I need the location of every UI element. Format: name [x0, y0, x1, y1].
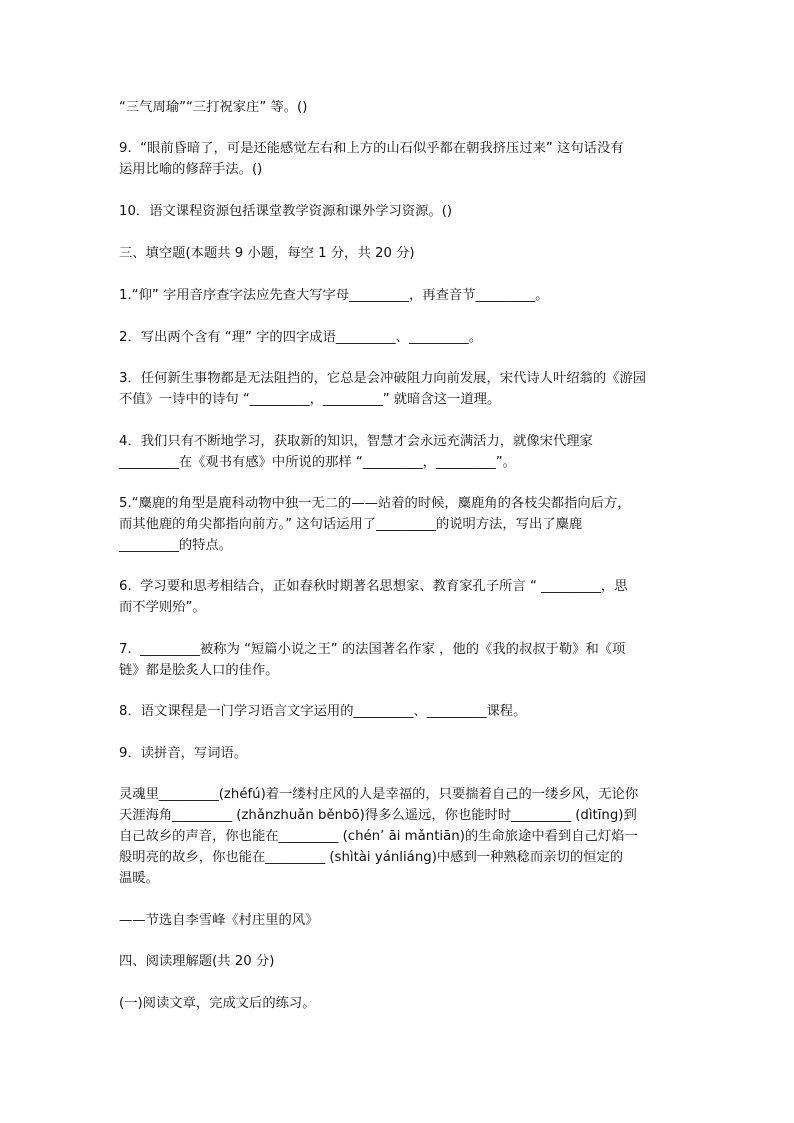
- fill-question-5-line-3: _________的特点。: [119, 538, 233, 553]
- fill-question-3-line-2: 不值》一诗中的诗句 “_________，_________” 就暗含这一道理。: [119, 392, 501, 407]
- fill-question-8: 8．语文课程是一门学习语言文字运用的_________、_________课程。: [119, 704, 527, 719]
- fill-question-2: 2．写出两个含有 “理” 字的四字成语_________、_________。: [119, 330, 483, 345]
- passage-line-5: 温暖。: [119, 871, 159, 886]
- passage-line-1: 灵魂里_________(zhéfú)着一缕村庄风的人是幸福的，只要揣着自己的一缕乡风，无论你: [119, 787, 639, 802]
- passage-line-2: 天涯海角_________ (zhǎnzhuǎn běnbō)得多么遥远，你也能时时_________ (dìtīng)到: [119, 808, 637, 823]
- fill-question-6-line-2: 而不学则殆”。: [119, 600, 206, 615]
- fill-question-7-line-2: 链》都是脍炙人口的佳作。: [119, 663, 279, 678]
- fill-question-4-line-1: 4．我们只有不断地学习，获取新的知识，智慧才会永远充满活力，就像宋代理家: [119, 434, 593, 449]
- fill-question-5-line-1: 5.“麋鹿的角型是鹿科动物中独一无二的——站着的时候，麋鹿角的各枝尖都指向后方，: [119, 496, 631, 511]
- section-4-heading: 四、阅读理解题(共 20 分): [119, 954, 275, 969]
- fill-question-7-line-1: 7. _________被称为 “短篇小说之王” 的法国著名作家 ，他的《我的叔叔于勒》和《项: [119, 642, 626, 657]
- passage-line-4: 般明亮的故乡，你也能在_________ (shìtài yánliáng)中感到一种熟稔而亲切的恒定的: [119, 850, 624, 865]
- passage-line-3: 自己故乡的声音，你也能在_________ (chén’ āi mǎntiān)的生命旅途中看到自己灯焰一: [119, 829, 638, 844]
- question-9-line-2: 运用比喻的修辞手法。(): [119, 162, 263, 177]
- text-line: “三气周瑜”“三打祝家庄” 等。(): [119, 100, 308, 115]
- fill-question-5-line-2: 而其他鹿的角尖都指向前方。” 这句话运用了_________的说明方法，写出了麋鹿: [119, 517, 583, 532]
- fill-question-4-line-2: _________在《观书有感》中所说的那样 “_________，_________”。: [119, 455, 516, 470]
- question-9-line-1: 9. “眼前昏暗了，可是还能感觉左右和上方的山石似乎都在朝我挤压过来” 这句话没有: [119, 141, 624, 156]
- fill-question-3-line-1: 3．任何新生事物都是无法阻挡的，它总是会冲破阻力向前发展，宋代诗人叶绍翁的《游园: [119, 371, 647, 386]
- section-3-heading: 三、填空题(本题共 9 小题，每空 1 分，共 20 分): [119, 246, 415, 261]
- question-10: 10．语文课程资源包括课堂教学资源和课外学习资源。(): [119, 204, 453, 219]
- fill-question-6-line-1: 6. 学习要和思考相结合，正如春秋时期著名思想家、教育家孔子所言 “ _________，思: [119, 579, 628, 594]
- passage-source: ——节选自李雪峰《村庄里的风》: [119, 913, 319, 928]
- fill-question-1: 1.“仰” 字用音序查字法应先查大写字母_________，再查音节_________。: [119, 288, 549, 303]
- reading-part-1-heading: (一)阅读文章，完成文后的练习。: [119, 996, 316, 1011]
- fill-question-9: 9．读拼音，写词语。: [119, 746, 248, 761]
